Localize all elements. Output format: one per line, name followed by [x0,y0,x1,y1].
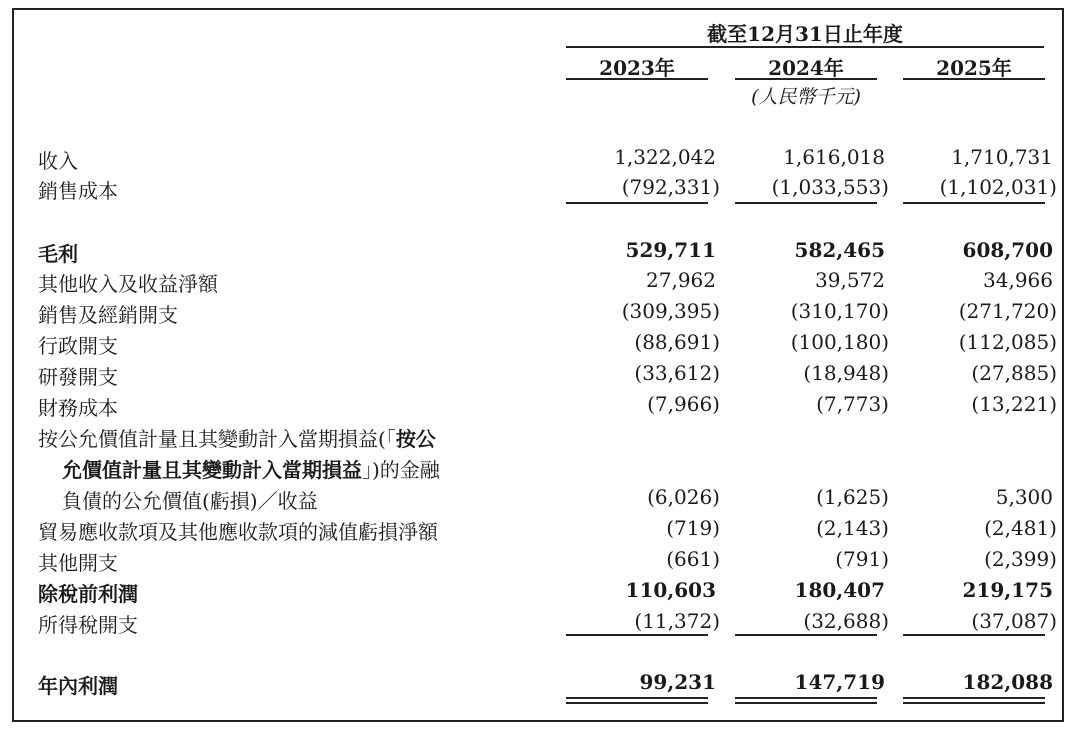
fair-value-label-bold-part: 允價值計量且其變動計入當期損益 [62,458,362,482]
period-rule [566,46,1044,48]
table-row [0,268,1080,299]
cost-of-sales-2025: (1,102,031) [939,175,1057,199]
income-tax-2023: (11,372) [634,609,720,633]
subtotal-rule [566,202,708,204]
subtotal-rule [903,634,1045,636]
impairment-2024: (2,143) [816,516,889,540]
row-label-fair-value-line3: 負債的公允價值(虧損)／收益 [62,489,318,513]
profit-before-tax-2024: 180,407 [794,578,885,602]
finance-costs-2023: (7,966) [647,392,720,416]
gross-profit-2025: 608,700 [962,238,1053,262]
year-2024-header: 2024年 [768,56,844,80]
total-double-rule-top [566,697,708,699]
table-row [0,516,1080,547]
year-2025-header: 2025年 [936,56,1012,80]
total-double-rule-top [735,697,877,699]
selling-expenses-2024: (310,170) [790,299,889,323]
year-2023-header: 2023年 [599,56,675,80]
fair-value-label-part: 」)的金融 [362,458,440,482]
row-label-admin-expenses: 行政開支 [38,334,118,358]
other-expenses-2024: (791) [835,547,889,571]
finance-costs-2025: (13,221) [971,392,1057,416]
profit-before-tax-2023: 110,603 [625,578,716,602]
table-row [0,392,1080,423]
profit-before-tax-2025: 219,175 [962,578,1053,602]
fair-value-2024: (1,625) [816,485,889,509]
impairment-2023: (719) [666,516,720,540]
row-label-profit-before-tax: 除稅前利潤 [38,582,138,606]
other-income-2023: 27,962 [646,268,716,292]
other-expenses-2025: (2,399) [984,547,1057,571]
total-double-rule-bottom [566,702,708,704]
profit-for-year-2024: 147,719 [794,670,885,694]
row-label-other-income: 其他收入及收益淨額 [38,272,218,296]
income-tax-2024: (32,688) [803,609,889,633]
selling-expenses-2023: (309,395) [621,299,720,323]
table-row [0,238,1080,269]
row-label-profit-for-year: 年內利潤 [38,674,118,698]
row-label-impairment: 貿易應收款項及其他應收款項的減值虧損淨額 [38,520,438,544]
row-label-fair-value-line2 [62,454,440,483]
profit-for-year-2025: 182,088 [962,670,1053,694]
fair-value-2023: (6,026) [647,485,720,509]
table-row [0,299,1080,330]
table-row [0,547,1080,578]
income-tax-2025: (37,087) [971,609,1057,633]
row-label-fair-value-line1 [38,423,436,452]
row-label-selling-expenses: 銷售及經銷開支 [38,303,178,327]
cost-of-sales-2023: (792,331) [621,175,720,199]
other-income-2025: 34,966 [983,268,1053,292]
subtotal-rule [566,634,708,636]
year-2025-rule [903,78,1045,80]
row-label-income-tax: 所得稅開支 [38,613,138,637]
admin-expenses-2023: (88,691) [634,330,720,354]
table-row [0,454,1080,485]
gross-profit-2024: 582,465 [794,238,885,262]
other-income-2024: 39,572 [815,268,885,292]
selling-expenses-2025: (271,720) [958,299,1057,323]
subtotal-rule [903,202,1045,204]
finance-costs-2024: (7,773) [816,392,889,416]
table-row [0,578,1080,609]
row-label-rnd-expenses: 研發開支 [38,365,118,389]
revenue-2024: 1,616,018 [783,145,885,169]
table-row [0,361,1080,392]
admin-expenses-2024: (100,180) [790,330,889,354]
table-row [0,485,1080,516]
table-row [0,423,1080,454]
year-2023-rule [566,78,708,80]
profit-for-year-2023: 99,231 [639,670,716,694]
fair-value-label-bold-part: 按公 [395,427,436,451]
revenue-2025: 1,710,731 [951,145,1053,169]
period-heading: 截至12月31日止年度 [707,22,903,46]
impairment-2025: (2,481) [984,516,1057,540]
currency-unit: (人民幣千元) [751,86,861,108]
row-label-gross-profit: 毛利 [38,242,78,266]
rnd-expenses-2024: (18,948) [803,361,889,385]
total-double-rule-top [903,697,1045,699]
admin-expenses-2025: (112,085) [958,330,1057,354]
row-label-revenue: 收入 [38,149,78,173]
revenue-2023: 1,322,042 [614,145,716,169]
gross-profit-2023: 529,711 [625,238,716,262]
row-label-other-expenses: 其他開支 [38,551,118,575]
table-row [0,330,1080,361]
cost-of-sales-2024: (1,033,553) [771,175,889,199]
table-row [0,145,1080,176]
rnd-expenses-2025: (27,885) [971,361,1057,385]
total-double-rule-bottom [735,702,877,704]
fair-value-2025: 5,300 [995,485,1053,509]
row-label-cost-of-sales: 銷售成本 [38,179,118,203]
subtotal-rule [735,634,877,636]
total-double-rule-bottom [903,702,1045,704]
other-expenses-2023: (661) [666,547,720,571]
year-2024-rule [735,78,877,80]
rnd-expenses-2023: (33,612) [634,361,720,385]
subtotal-rule [735,202,877,204]
fair-value-label-part: 按公允價值計量且其變動計入當期損益(「 [38,427,396,451]
row-label-finance-costs: 財務成本 [38,396,118,420]
